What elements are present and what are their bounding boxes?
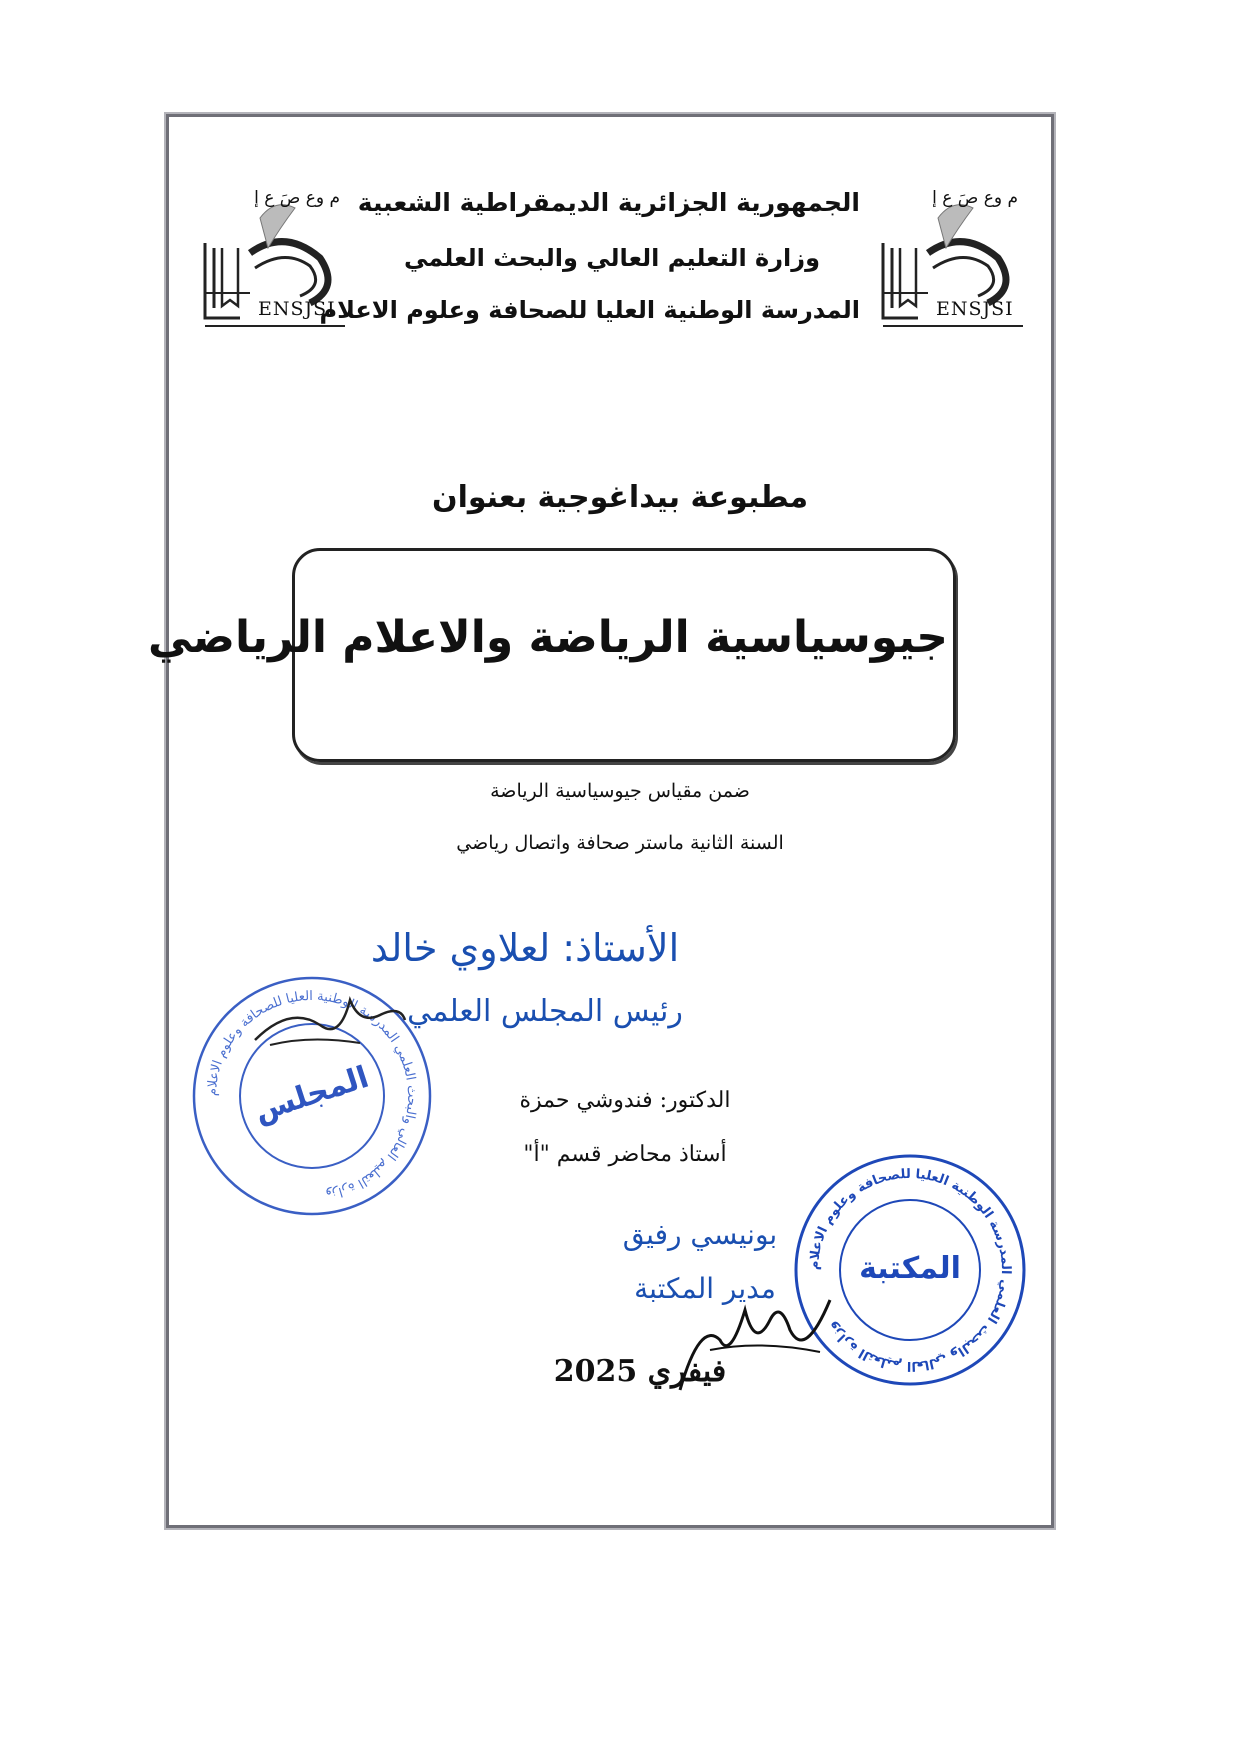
library-stamp-ring-text: وزارة التعليم العالي والبحث العلمي المدرسة الوطنية العليا للصحافة وعلوم الاعلام xyxy=(806,1166,1014,1374)
logo-latin-mark: ENSJSI xyxy=(258,298,336,320)
document-title: جيوسياسية الرياضة والاعلام الرياضي xyxy=(147,612,948,663)
author-name: الدكتور: فندوشي حمزة xyxy=(519,1088,731,1113)
republic-heading: الجمهورية الجزائرية الديمقراطية الشعبية xyxy=(357,188,860,217)
logo-arabic-mark: م وع صَ ع إ xyxy=(932,188,1018,208)
document-subtitle: مطبوعة بيداغوجية بعنوان xyxy=(431,480,809,515)
professor-stamp-line: الأستاذ: لعلاوي خالد xyxy=(370,926,680,970)
logo-latin-mark: ENSJSI xyxy=(936,298,1014,320)
logo-arabic-mark: م وع صَ ع إ xyxy=(254,188,340,208)
author-rank: أستاذ محاضر قسم "أ" xyxy=(523,1142,727,1167)
library-role-stamp-line: مدير المكتبة xyxy=(634,1272,776,1305)
ministry-heading: وزارة التعليم العالي والبحث العلمي xyxy=(403,244,820,272)
library-name-stamp-line: بونيسي رفيق xyxy=(622,1218,778,1251)
council-stamp-center-text: المجلس xyxy=(250,1059,374,1130)
library-stamp-center-text: المكتبة xyxy=(859,1251,961,1286)
council-role-stamp-line: رئيس المجلس العلمي xyxy=(407,994,683,1029)
council-signature xyxy=(250,985,410,1055)
module-line: ضمن مقياس جيوسياسية الرياضة xyxy=(490,780,750,802)
ensjsi-logo-right xyxy=(878,188,1028,338)
level-line: السنة الثانية ماستر صحافة واتصال رياضي xyxy=(456,832,784,854)
publication-date: فيفري 2025 xyxy=(553,1354,727,1389)
library-signature xyxy=(670,1280,840,1400)
council-stamp-ring-text: وزارة التعليم العالي والبحث العلمي المدرسة الوطنية العليا للصحافة وعلوم الاعلام xyxy=(204,988,420,1202)
school-heading: المدرسة الوطنية العليا للصحافة وعلوم الاعلام xyxy=(319,296,860,324)
